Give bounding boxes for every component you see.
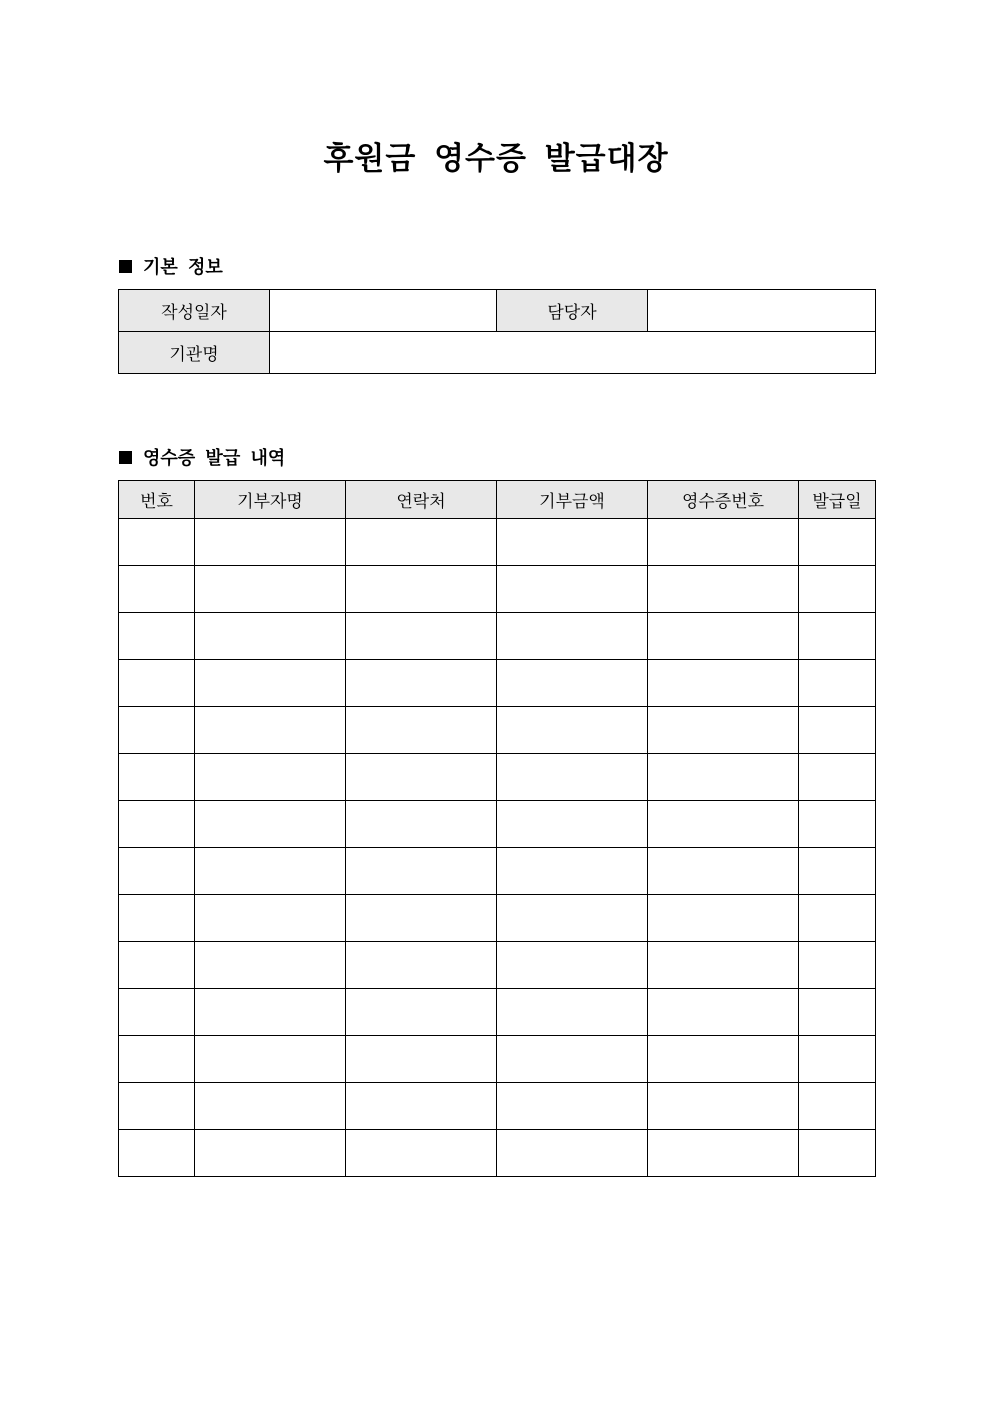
page-title: 후원금 영수증 발급대장	[323, 141, 669, 177]
amount-cell[interactable]	[497, 1036, 648, 1083]
receipt-number-cell[interactable]	[648, 895, 799, 942]
manager-field[interactable]	[648, 290, 876, 332]
amount-cell[interactable]	[497, 895, 648, 942]
table-row	[119, 848, 876, 895]
basic-info-row-1	[119, 290, 876, 332]
table-row	[119, 613, 876, 660]
donor-name-cell[interactable]	[195, 754, 346, 801]
contact-cell[interactable]	[346, 989, 497, 1036]
contact-cell[interactable]	[346, 801, 497, 848]
donor-name-cell[interactable]	[195, 801, 346, 848]
receipt-number-cell[interactable]	[648, 1083, 799, 1130]
receipt-log-table	[118, 480, 876, 1177]
issue-date-cell[interactable]	[799, 801, 876, 848]
number-cell[interactable]	[119, 566, 195, 613]
table-row	[119, 942, 876, 989]
receipt-number-cell[interactable]	[648, 1130, 799, 1177]
issue-date-cell[interactable]	[799, 942, 876, 989]
number-cell[interactable]	[119, 1036, 195, 1083]
receipt-number-cell[interactable]	[648, 660, 799, 707]
contact-cell[interactable]	[346, 613, 497, 660]
table-row	[119, 989, 876, 1036]
receipt-number-cell[interactable]	[648, 848, 799, 895]
number-cell[interactable]	[119, 519, 195, 566]
number-cell[interactable]	[119, 801, 195, 848]
issue-date-cell[interactable]	[799, 989, 876, 1036]
number-cell[interactable]	[119, 989, 195, 1036]
table-row	[119, 707, 876, 754]
issue-date-cell[interactable]	[799, 707, 876, 754]
issue-date-cell[interactable]	[799, 660, 876, 707]
table-row	[119, 1083, 876, 1130]
amount-cell[interactable]	[497, 566, 648, 613]
basic-info-heading-text: 기본 정보	[143, 257, 223, 278]
donor-name-cell[interactable]	[195, 660, 346, 707]
amount-cell[interactable]	[497, 848, 648, 895]
table-row	[119, 895, 876, 942]
receipt-log-body	[119, 519, 876, 1177]
receipt-log-heading-text: 영수증 발급 내역	[143, 448, 286, 469]
amount-cell[interactable]	[497, 754, 648, 801]
created-date-label: 작성일자	[119, 290, 270, 332]
table-row	[119, 1036, 876, 1083]
basic-info-table	[118, 289, 876, 374]
receipt-number-cell[interactable]	[648, 707, 799, 754]
number-cell[interactable]	[119, 942, 195, 989]
table-row	[119, 660, 876, 707]
issue-date-cell[interactable]	[799, 754, 876, 801]
table-row	[119, 566, 876, 613]
contact-cell[interactable]	[346, 895, 497, 942]
amount-cell[interactable]	[497, 801, 648, 848]
org-name-field[interactable]	[270, 332, 876, 374]
receipt-number-cell[interactable]	[648, 519, 799, 566]
issue-date-cell[interactable]	[799, 1130, 876, 1177]
number-cell[interactable]	[119, 707, 195, 754]
number-cell[interactable]	[119, 848, 195, 895]
table-row	[119, 519, 876, 566]
receipt-log-header-row	[119, 481, 876, 519]
amount-cell[interactable]	[497, 942, 648, 989]
contact-cell[interactable]	[346, 754, 497, 801]
amount-cell[interactable]	[497, 1130, 648, 1177]
receipt-number-cell[interactable]	[648, 754, 799, 801]
amount-cell[interactable]	[497, 989, 648, 1036]
donor-name-cell[interactable]	[195, 613, 346, 660]
table-row	[119, 754, 876, 801]
donor-name-cell[interactable]	[195, 566, 346, 613]
number-cell[interactable]	[119, 1130, 195, 1177]
contact-cell[interactable]	[346, 848, 497, 895]
issue-date-cell[interactable]	[799, 1036, 876, 1083]
amount-cell[interactable]	[497, 519, 648, 566]
column-header-donor-name: 기부자명	[195, 481, 346, 519]
contact-cell[interactable]	[346, 566, 497, 613]
number-cell[interactable]	[119, 754, 195, 801]
donor-name-cell[interactable]	[195, 1036, 346, 1083]
receipt-number-cell[interactable]	[648, 566, 799, 613]
receipt-log-heading	[119, 444, 285, 470]
donor-name-cell[interactable]	[195, 1130, 346, 1177]
donor-name-cell[interactable]	[195, 895, 346, 942]
receipt-number-cell[interactable]	[648, 989, 799, 1036]
donor-name-cell[interactable]	[195, 1083, 346, 1130]
donor-name-cell[interactable]	[195, 989, 346, 1036]
donor-name-cell[interactable]	[195, 848, 346, 895]
basic-info-heading	[119, 253, 223, 279]
donor-name-cell[interactable]	[195, 707, 346, 754]
manager-label: 담당자	[497, 290, 648, 332]
number-cell[interactable]	[119, 895, 195, 942]
created-date-field[interactable]	[270, 290, 497, 332]
table-row	[119, 1130, 876, 1177]
amount-cell[interactable]	[497, 1083, 648, 1130]
receipt-number-cell[interactable]	[648, 1036, 799, 1083]
issue-date-cell[interactable]	[799, 519, 876, 566]
issue-date-cell[interactable]	[799, 895, 876, 942]
receipt-number-cell[interactable]	[648, 942, 799, 989]
amount-cell[interactable]	[497, 660, 648, 707]
donor-name-cell[interactable]	[195, 942, 346, 989]
donor-name-cell[interactable]	[195, 519, 346, 566]
amount-cell[interactable]	[497, 707, 648, 754]
contact-cell[interactable]	[346, 1083, 497, 1130]
column-header-amount: 기부금액	[497, 481, 648, 519]
contact-cell[interactable]	[346, 707, 497, 754]
number-cell[interactable]	[119, 660, 195, 707]
issue-date-cell[interactable]	[799, 1083, 876, 1130]
square-bullet-icon	[119, 451, 132, 464]
contact-cell[interactable]	[346, 942, 497, 989]
table-row	[119, 801, 876, 848]
contact-cell[interactable]	[346, 519, 497, 566]
column-header-issue-date: 발급일	[799, 481, 876, 519]
square-bullet-icon	[119, 260, 132, 273]
column-header-receipt-number: 영수증번호	[648, 481, 799, 519]
column-header-number: 번호	[119, 481, 195, 519]
contact-cell[interactable]	[346, 660, 497, 707]
issue-date-cell[interactable]	[799, 848, 876, 895]
issue-date-cell[interactable]	[799, 613, 876, 660]
receipt-number-cell[interactable]	[648, 613, 799, 660]
org-name-label: 기관명	[119, 332, 270, 374]
receipt-number-cell[interactable]	[648, 801, 799, 848]
amount-cell[interactable]	[497, 613, 648, 660]
contact-cell[interactable]	[346, 1130, 497, 1177]
contact-cell[interactable]	[346, 1036, 497, 1083]
number-cell[interactable]	[119, 613, 195, 660]
basic-info-row-2	[119, 332, 876, 374]
number-cell[interactable]	[119, 1083, 195, 1130]
column-header-contact: 연락처	[346, 481, 497, 519]
issue-date-cell[interactable]	[799, 566, 876, 613]
